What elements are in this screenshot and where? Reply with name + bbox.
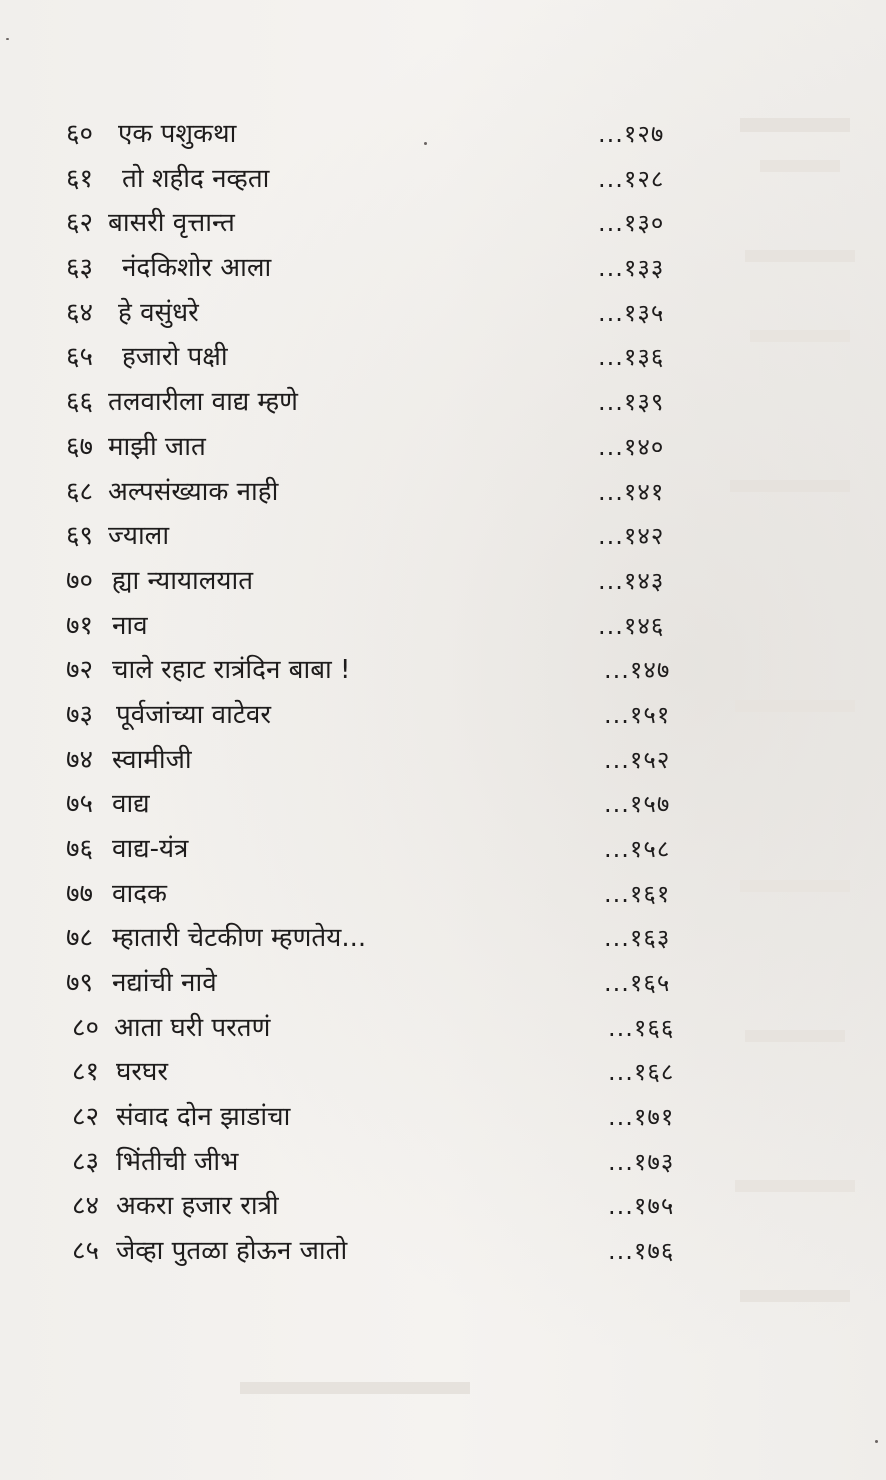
toc-entry-number: ६४ bbox=[66, 298, 94, 328]
toc-entry-page: ...१४६ bbox=[598, 612, 665, 640]
toc-entry-title: नंदकिशोर आला bbox=[122, 253, 272, 283]
toc-entry-title: भिंतीची जीभ bbox=[116, 1147, 239, 1177]
toc-entry-page: ...१७३ bbox=[608, 1148, 675, 1176]
toc-entry-number: ७५ bbox=[66, 789, 94, 819]
toc-entry-title: नाव bbox=[112, 611, 148, 641]
toc-entry-page: ...१६८ bbox=[608, 1058, 675, 1086]
toc-entry-page: ...१६३ bbox=[604, 924, 671, 952]
toc-entry-title: बासरी वृत्तान्त bbox=[108, 208, 235, 238]
toc-entry-page: ...१६६ bbox=[608, 1014, 675, 1042]
toc-entry-title: ह्या न्यायालयात bbox=[112, 566, 254, 596]
toc-entry-page: ...१७५ bbox=[608, 1192, 675, 1220]
toc-entry-page: ...१४२ bbox=[598, 522, 665, 550]
toc-entry-number: ७० bbox=[66, 566, 94, 596]
toc-entry-page: ...१४१ bbox=[598, 478, 665, 506]
toc-entry-page: ...१२८ bbox=[598, 165, 665, 193]
toc-entry-page: ...१५८ bbox=[604, 835, 671, 863]
toc-entry-number: ८१ bbox=[72, 1057, 100, 1087]
toc-entry-title: वाद्य bbox=[112, 789, 150, 819]
toc-entry-page: ...१७१ bbox=[608, 1103, 675, 1131]
toc-entry-title: स्वामीजी bbox=[112, 745, 192, 775]
toc-entry-number: ८३ bbox=[72, 1147, 100, 1177]
toc-entry-number: ६० bbox=[66, 119, 94, 149]
toc-entry-number: ७४ bbox=[66, 745, 94, 775]
toc-entry-page: ...१४७ bbox=[604, 656, 671, 684]
toc-entry-title: तो शहीद नव्हता bbox=[122, 164, 270, 194]
toc-entry-number: ८२ bbox=[72, 1102, 100, 1132]
toc-entry-title: अल्पसंख्याक नाही bbox=[108, 477, 279, 507]
toc-entry-title: पूर्वजांच्या वाटेवर bbox=[116, 700, 272, 730]
toc-entry-number: ७७ bbox=[66, 879, 94, 909]
toc-entry-number: ८० bbox=[72, 1013, 100, 1043]
toc-entry-page: ...१६५ bbox=[604, 969, 671, 997]
toc-entry-page: ...१४३ bbox=[598, 567, 665, 595]
toc-entry-page: ...१३५ bbox=[598, 299, 665, 327]
toc-entry-title: चाले रहाट रात्रंदिन बाबा ! bbox=[112, 655, 351, 685]
toc-entry-page: ...१६१ bbox=[604, 880, 671, 908]
toc-entry-number: ७३ bbox=[66, 700, 94, 730]
toc-entry-page: ...१३० bbox=[598, 209, 665, 237]
toc-entry-page: ...१५१ bbox=[604, 701, 671, 729]
toc-entry-title: संवाद दोन झाडांचा bbox=[116, 1102, 291, 1132]
toc-entry-page: ...१५७ bbox=[604, 790, 671, 818]
toc-entry-page: ...१३९ bbox=[598, 388, 665, 416]
toc-entry-number: ८५ bbox=[72, 1236, 100, 1266]
toc-entry-number: ६८ bbox=[66, 477, 94, 507]
toc-entry-page: ...१३३ bbox=[598, 254, 665, 282]
toc-entry-title: आता घरी परतणं bbox=[114, 1013, 271, 1043]
toc-entry-page: ...१३६ bbox=[598, 343, 665, 371]
toc-entry-page: ...१५२ bbox=[604, 746, 671, 774]
toc-entry-title: जेव्हा पुतळा होऊन जातो bbox=[116, 1236, 348, 1266]
toc-entry-title: म्हातारी चेटकीण म्हणतेय... bbox=[112, 923, 367, 953]
toc-entry-title: अकरा हजार रात्री bbox=[116, 1191, 279, 1221]
toc-entry-number: ७९ bbox=[66, 968, 94, 998]
toc-entry-title: वाद्य-यंत्र bbox=[112, 834, 189, 864]
toc-entry-page: ...१२७ bbox=[598, 120, 665, 148]
toc-entry-title: हे वसुंधरे bbox=[118, 298, 199, 328]
toc-entry-number: ६९ bbox=[66, 521, 94, 551]
toc-entry-title: ज्याला bbox=[108, 521, 170, 551]
toc-entry-number: ६१ bbox=[66, 164, 94, 194]
toc-entry-title: वादक bbox=[112, 879, 167, 909]
toc-entry-number: ७६ bbox=[66, 834, 94, 864]
toc-entry-number: ६७ bbox=[66, 432, 94, 462]
toc-entry-number: ७२ bbox=[66, 655, 94, 685]
toc-entry-title: नद्यांची नावे bbox=[112, 968, 217, 998]
toc-entry-number: ८४ bbox=[72, 1191, 100, 1221]
toc-entry-number: ६२ bbox=[66, 208, 94, 238]
toc-entry-title: माझी जात bbox=[108, 432, 206, 462]
toc-entry-title: घरघर bbox=[116, 1057, 169, 1087]
toc-entry-title: हजारो पक्षी bbox=[122, 342, 228, 372]
toc-entry-page: ...१७६ bbox=[608, 1237, 675, 1265]
toc-entry-title: तलवारीला वाद्य म्हणे bbox=[108, 387, 298, 417]
toc-entry-title: एक पशुकथा bbox=[118, 119, 237, 149]
toc-entry-number: ६३ bbox=[66, 253, 94, 283]
toc-entry-number: ७१ bbox=[66, 611, 94, 641]
toc-entry-number: ६६ bbox=[66, 387, 94, 417]
toc-entry-page: ...१४० bbox=[598, 433, 665, 461]
toc-entry-number: ७८ bbox=[66, 923, 94, 953]
toc-entry-number: ६५ bbox=[66, 342, 94, 372]
